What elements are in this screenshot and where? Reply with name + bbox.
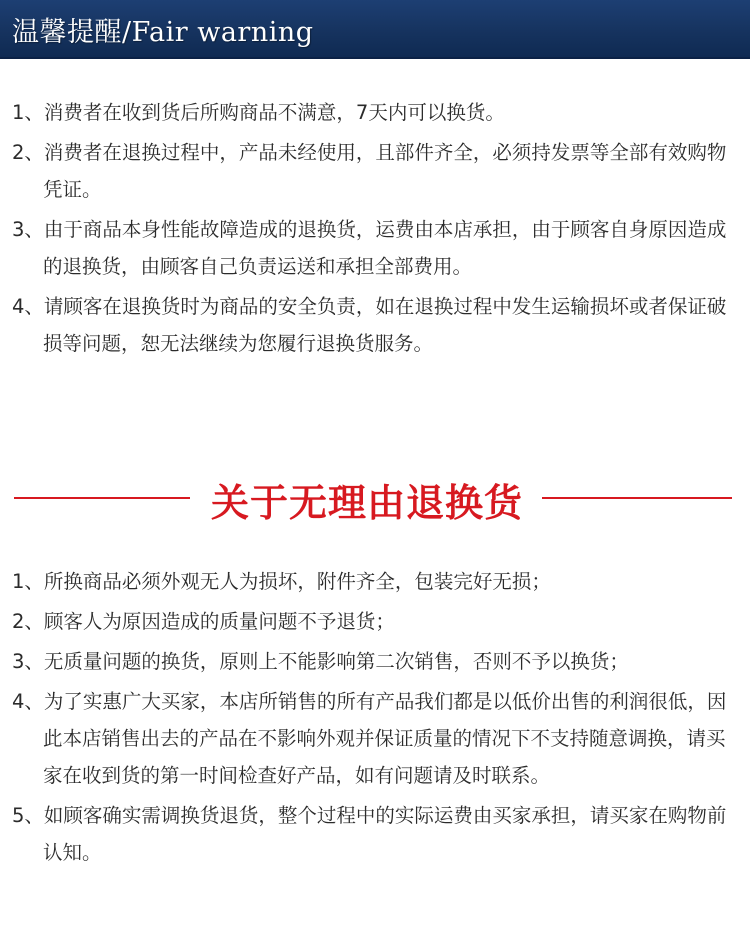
list-item-text: 2、消费者在退换过程中，产品未经使用，且部件齐全，必须持发票等全部有效购物凭证。 — [12, 141, 727, 201]
list-item — [12, 603, 738, 640]
divider-line-left — [14, 497, 190, 499]
return-policy-list — [12, 563, 738, 871]
list-item — [12, 134, 738, 208]
divider-line-right — [542, 497, 732, 499]
list-item — [12, 643, 738, 680]
list-item-text: 2、顾客人为原因造成的质量问题不予退货； — [12, 610, 395, 633]
list-item — [12, 94, 738, 131]
list-item — [12, 211, 738, 285]
list-item-text: 1、消费者在收到货后所购商品不满意，7天内可以换货。 — [12, 101, 505, 124]
list-item — [12, 563, 738, 600]
section-title: 关于无理由退换货 — [210, 481, 523, 525]
list-item — [12, 683, 738, 794]
list-item-text: 3、无质量问题的换货，原则上不能影响第二次销售，否则不予以换货； — [12, 650, 629, 673]
list-item — [12, 288, 738, 362]
warning-list — [12, 94, 738, 362]
list-item-text: 1、所换商品必须外观无人为损坏，附件齐全，包装完好无损； — [12, 570, 551, 593]
section-heading — [0, 468, 750, 528]
list-item-text: 3、由于商品本身性能故障造成的退换货，运费由本店承担，由于顾客自身原因造成的退换货，由顾客自己负责运送和承担全部费用。 — [12, 218, 727, 278]
list-item-text: 4、请顾客在退换货时为商品的安全负责，如在退换过程中发生运输损坏或者保证破损等问题，恕无法继续为您履行退换货服务。 — [12, 295, 727, 355]
list-item-text: 5、如顾客确实需调换货退货，整个过程中的实际运费由买家承担，请买家在购物前认知。 — [12, 804, 727, 864]
list-item-text: 4、为了实惠广大买家，本店所销售的所有产品我们都是以低价出售的利润很低，因此本店销售出去的产品在不影响外观并保证质量的情况下不支持随意调换，请买家在收到货的第一时间检查好产品，如有问题请及时联系。 — [12, 690, 727, 787]
header-title: 温馨提醒/Fair warning — [12, 17, 314, 48]
header-banner — [0, 0, 750, 57]
list-item — [12, 797, 738, 871]
